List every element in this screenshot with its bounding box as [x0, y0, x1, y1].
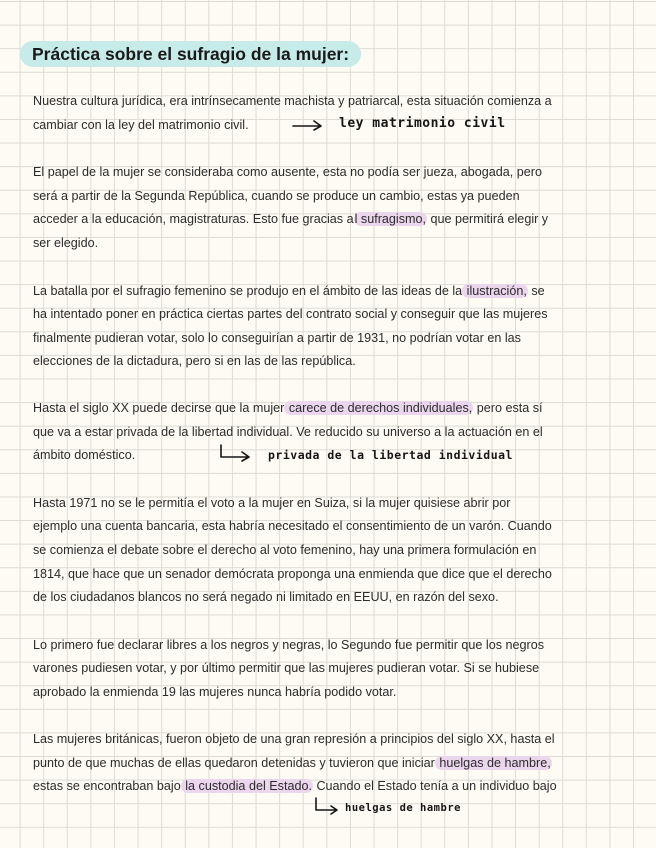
p4-line-3: ámbito doméstico.	[33, 448, 136, 462]
p5-line-1: Hasta 1971 no se le permitía el voto a la mujer en Suiza, si la mujer quisiese abrir por	[33, 496, 511, 510]
arrow-turn-right-icon	[313, 796, 341, 816]
arrow-turn-right-icon	[218, 443, 254, 463]
highlight-derechos-individuales: carece de derechos individuales,	[285, 401, 473, 415]
p2-line-4: ser elegido.	[33, 236, 99, 250]
p7-line-3: estas se encontraban bajo la custodia del Estado. Cuando el Estado tenía a un individuo bajo	[33, 779, 557, 793]
p3-line-1: La batalla por el sufragio femenino se produjo en el ámbito de las ideas de la ilustración, se	[33, 284, 545, 298]
p6-line-2: varones pudiesen votar, y por último permitir que las mujeres pudieran votar. Si se hubiese	[33, 661, 540, 675]
p3-line-2: ha intentado poner en práctica ciertas partes del contrato social y conseguir que las mujeres	[33, 307, 548, 321]
p5-line-4: 1814, que hace que un senador demócrata proponga una enmienda que dice que el derecho	[33, 567, 552, 581]
p5-line-5: de los ciudadanos blancos no será negado ni limitado en EEUU, en razón del sexo.	[33, 590, 499, 604]
handwritten-note-ley-matrimonio: ley matrimonio civil	[339, 116, 506, 131]
p3-line-3: finalmente pudieran votar, solo lo conseguirían a partir de 1931, no podrían votar en las	[33, 331, 521, 345]
p4-line-2: que va a estar privada de la libertad individual. Ve reducido su universo a la actuación en el	[33, 425, 543, 439]
highlight-ilustracion: ilustración,	[463, 284, 527, 298]
p5-line-2: ejemplo una cuenta bancaria, esta habría necesitado el consentimiento de un varón. Cuando	[33, 519, 552, 533]
p1-line-1: Nuestra cultura jurídica, era intrínsecamente machista y patriarcal, esta situación comienza a	[33, 94, 552, 108]
page-title: Práctica sobre el sufragio de la mujer:	[20, 41, 361, 67]
p7-line-1: Las mujeres británicas, fueron objeto de una gran represión a principios del siglo XX, hasta el	[33, 732, 555, 746]
highlight-huelgas-de-hambre: huelgas de hambre,	[435, 756, 551, 770]
p7-line-2: punto de que muchas de ellas quedaron detenidas y tuvieron que iniciar huelgas de hambre,	[33, 756, 551, 770]
p6-line-3: aprobado la enmienda 19 las mujeres nunca habría podido votar.	[33, 685, 397, 699]
p4-line-1: Hasta el siglo XX puede decirse que la mujer carece de derechos individuales, pero esta sí	[33, 401, 543, 415]
highlight-custodia-del-estado: la custodia del Estado.	[181, 779, 312, 793]
p6-line-1: Lo primero fue declarar libres a los negros y negras, lo Segundo fue permitir que los negros	[33, 638, 545, 652]
p2-line-2: será a partir de la Segunda República, cuando se produce un cambio, estas ya pueden	[33, 189, 520, 203]
highlight-sufragismo: l sufragismo,	[354, 212, 427, 226]
p2-line-1: El papel de la mujer se consideraba como ausente, esta no podía ser jueza, abogada, pero	[33, 165, 542, 179]
handwritten-note-libertad: privada de la libertad individual	[268, 448, 513, 462]
p1-line-2: cambiar con la ley del matrimonio civil.	[33, 118, 249, 132]
p3-line-4: elecciones de la dictadura, pero si en las de las república.	[33, 354, 356, 368]
arrow-right-icon	[291, 117, 325, 133]
p5-line-3: se comienza el debate sobre el derecho al voto femenino, hay una primera formulación en	[33, 543, 537, 557]
p2-line-3: acceder a la educación, magistraturas. Esto fue gracias al sufragismo, que permitirá elegir y	[33, 212, 549, 226]
handwritten-note-huelgas: huelgas de hambre	[345, 802, 461, 814]
